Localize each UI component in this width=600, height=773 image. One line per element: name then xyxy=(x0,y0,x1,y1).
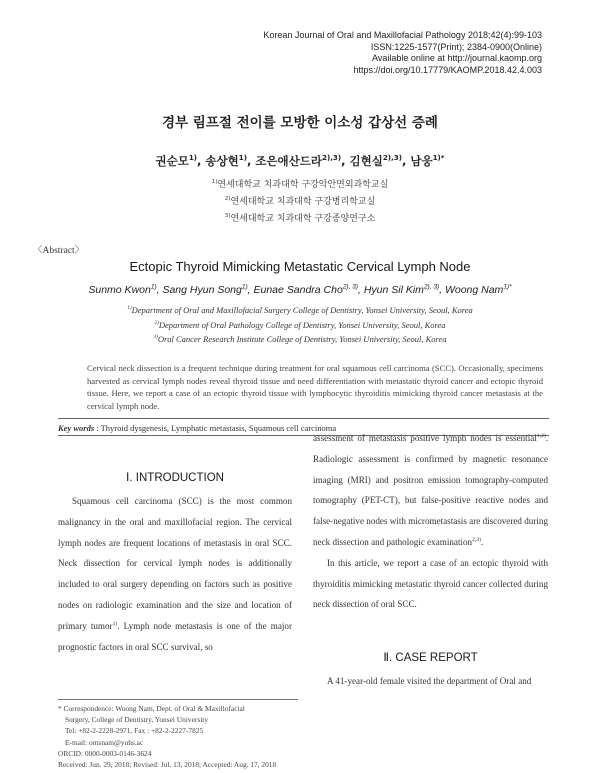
intro-text: Squamous cell carcinoma (SCC) is the most common malignancy in the oral and maxillofacial region. The cervical lymph nodes are frequent locations of metastasis in oral SCC. Neck dissection for cervical lymph nodes is additionally included to oral surgery depending on factors such as positive nodes on radiologic examination and the size and location of primary tumor xyxy=(58,496,292,631)
right-text: assessment of metastasis positive lymph nodes is essential xyxy=(313,433,537,443)
english-affiliations xyxy=(0,303,600,347)
english-title: Ectopic Thyroid Mimicking Metastatic Cervical Lymph Node xyxy=(129,259,471,274)
affil-text: Department of Oral and Maxillofacial Surgery College of Dentistry, Yonsei University, Seoul, Korea xyxy=(131,305,473,315)
author-sup: 1) xyxy=(241,283,248,291)
footnote-line: Surgery, College of Dentistry, Yonsei University xyxy=(65,715,209,725)
author-sup: 1)* xyxy=(503,283,512,291)
korean-author: 조은애산드라 xyxy=(255,154,322,168)
korean-author: 남웅 xyxy=(410,154,433,168)
citation: 1,2) xyxy=(536,432,546,439)
affil-text: 연세대학교 치과대학 구강종양연구소 xyxy=(230,214,376,224)
author-sup: 2), 3) xyxy=(423,283,440,291)
affil-text: 연세대학교 치과대학 구강병리학교실 xyxy=(230,197,376,207)
left-column xyxy=(58,491,292,657)
abstract-label: 〈Abstract〉 xyxy=(33,246,85,256)
affil-text: Department of Oral Pathology College of Dentistry, Yonsei University, Seoul, Korea xyxy=(158,319,446,330)
korean-author: 권순모 xyxy=(155,154,189,168)
abstract-text: Cervical neck dissection is a frequent technique during treatment for oral squamous cell carcinoma (SCC). Occasionally, specimens harvested as cervical lymph nodes reveal thyroid tissue and need differentiation with metastatic thyroid cancer and ectopic thyroid tissue. Here, we report a case of an ectopic thyroid tissue with lymphocytic thyroiditis mimicking thyroid cancer metastasis at the cervical lymph node. xyxy=(87,363,543,411)
journal-online-url[interactable]: Available online at http://journal.kaomp.org xyxy=(372,53,542,63)
korean-affiliation xyxy=(0,194,600,211)
affil-text: Oral Cancer Research Institute College of Dentistry, Yonsei University, Seoul, Korea xyxy=(157,334,447,344)
journal-doi[interactable]: https://doi.org/10.17779/KAOMP.2018.42.4.003 xyxy=(353,64,542,75)
affil-sup: 2) xyxy=(154,319,159,326)
english-affiliation xyxy=(0,318,600,333)
affil-text: 연세대학교 치과대학 구강악안면외과학교실 xyxy=(217,180,389,190)
keywords-label: Key words xyxy=(58,423,95,433)
citation: 2,3) xyxy=(472,536,482,543)
english-author: Sunmo Kwon xyxy=(88,284,151,296)
footnote-line: Received: Jun. 29, 2018; Revised: Jul. 13, 2018; Accepted: Aug. 17, 2018 xyxy=(58,760,277,770)
journal-issn: ISSN:1225-1577(Print); 2384-0900(Online) xyxy=(370,41,542,52)
journal-header xyxy=(263,30,542,76)
affil-sup: 3) xyxy=(153,334,158,341)
korean-author: 김현실 xyxy=(349,154,383,168)
english-author: Woong Nam xyxy=(444,284,504,296)
right-paragraph xyxy=(313,428,548,553)
keywords-text: : Thyroid dysgenesis, Lymphatic metastasis, Squamous cell carcinoma xyxy=(94,423,337,433)
right-column xyxy=(313,428,548,615)
author-sup: 2),3) xyxy=(321,153,342,163)
korean-affiliation xyxy=(0,177,600,194)
english-author: Sang Hyun Song xyxy=(162,284,242,296)
english-affiliation xyxy=(0,332,600,347)
footnote-line: ORCID: 0000-0003-0146-3624 xyxy=(58,748,152,758)
intro-paragraph xyxy=(58,491,292,657)
right-text-tail: . xyxy=(481,536,484,547)
korean-authors: 권순모$^{1)}$, 송상현$^{1)}$, 조은애산드라$^{2),3)}$, 김현실$^{2),3)}$, 남웅$^{1)*}$ xyxy=(155,153,445,168)
case-report-heading: Ⅱ. CASE REPORT xyxy=(383,652,478,664)
footnote-line: Tel: +82-2-2228-2971, Fax : +82-2-2227-7825 xyxy=(65,726,204,736)
english-authors: Sunmo Kwon$^{1)}$, Sang Hyun Song$^{1)}$, Eunae Sandra Cho$^{2), 3)}$, Hyun Sil Kim$^{2), 3)}$, Woong Nam$^{1)*}$ xyxy=(88,283,512,296)
citation: 1) xyxy=(112,620,118,627)
english-author: Hyun Sil Kim xyxy=(363,284,424,296)
korean-title: 경부 림프절 전이를 모방한 이소성 갑상선 증례 xyxy=(162,115,438,131)
introduction-heading: Ⅰ. INTRODUCTION xyxy=(126,472,224,484)
footnote-line: * Correspondence: Woong Nam, Dept. of Oral & Maxillofacial xyxy=(58,704,245,713)
english-author: Eunae Sandra Cho xyxy=(253,284,343,296)
author-sup: 2),3) xyxy=(382,153,402,163)
right-paragraph-2: In this article, we report a case of an ectopic thyroid with thyroiditis mimicking metastatic thyroid cancer collected during neck dissection of oral SCC. xyxy=(313,557,548,610)
author-sup: 1)* xyxy=(432,153,445,163)
english-affiliation xyxy=(0,303,600,318)
intro-text-end: . Lymph node metastasis is one of the major prognostic factors in oral SCC survival, so xyxy=(58,620,292,652)
case-report-text: A 41-year-old female visited the department of Oral and xyxy=(327,676,532,686)
right-text-mid: . Radiologic assessment is confirmed by magnetic resonance imaging (MRI) and positron emission tomography-computed tomography (PET-CT), but false-positive reactive nodes and false-negative nodes with micrometastasis are discovered during neck dissection and pathologic examination xyxy=(313,433,548,547)
author-sup: 1) xyxy=(150,283,157,291)
author-sup: 1) xyxy=(238,153,247,163)
footnote xyxy=(58,703,303,770)
keywords-top-rule xyxy=(58,418,549,419)
korean-affiliation xyxy=(0,211,600,228)
affil-sup: 3) xyxy=(224,213,231,219)
affil-sup: 1) xyxy=(211,179,218,185)
journal-name: Korean Journal of Oral and Maxillofacial Pathology 2018;42(4):99-103 xyxy=(263,30,542,40)
author-sup: 1) xyxy=(188,153,198,163)
affil-sup: 1) xyxy=(127,305,132,312)
author-sup: 2), 3) xyxy=(342,283,358,291)
korean-affiliations xyxy=(0,177,600,228)
korean-author: 송상현 xyxy=(205,154,239,168)
footnote-rule xyxy=(58,699,298,700)
footnote-email[interactable]: E-mail: omsnam@yuhs.ac xyxy=(65,737,144,747)
affil-sup: 2) xyxy=(224,196,231,202)
